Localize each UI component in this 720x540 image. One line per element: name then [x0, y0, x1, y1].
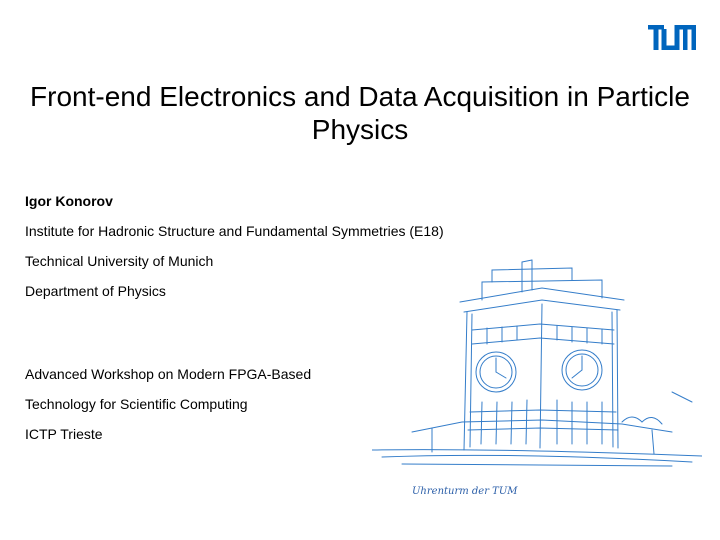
- sketch-caption: Uhrenturm der TUM: [412, 486, 518, 497]
- author-name: Igor Konorov: [25, 193, 113, 209]
- event-line: Technology for Scientific Computing: [25, 396, 248, 412]
- affiliation-line: Institute for Hadronic Structure and Fundamental Symmetries (E18): [25, 223, 444, 239]
- tum-logo: [648, 25, 696, 50]
- clock-tower-sketch: [372, 252, 702, 510]
- affiliation-line: Department of Physics: [25, 283, 166, 299]
- event-line: Advanced Workshop on Modern FPGA-Based: [25, 366, 312, 382]
- event-block: [25, 366, 405, 456]
- event-line: ICTP Trieste: [25, 426, 103, 442]
- affiliation-line: Technical University of Munich: [25, 253, 214, 269]
- slide-title: Front-end Electronics and Data Acquisition in Particle Physics: [30, 81, 690, 145]
